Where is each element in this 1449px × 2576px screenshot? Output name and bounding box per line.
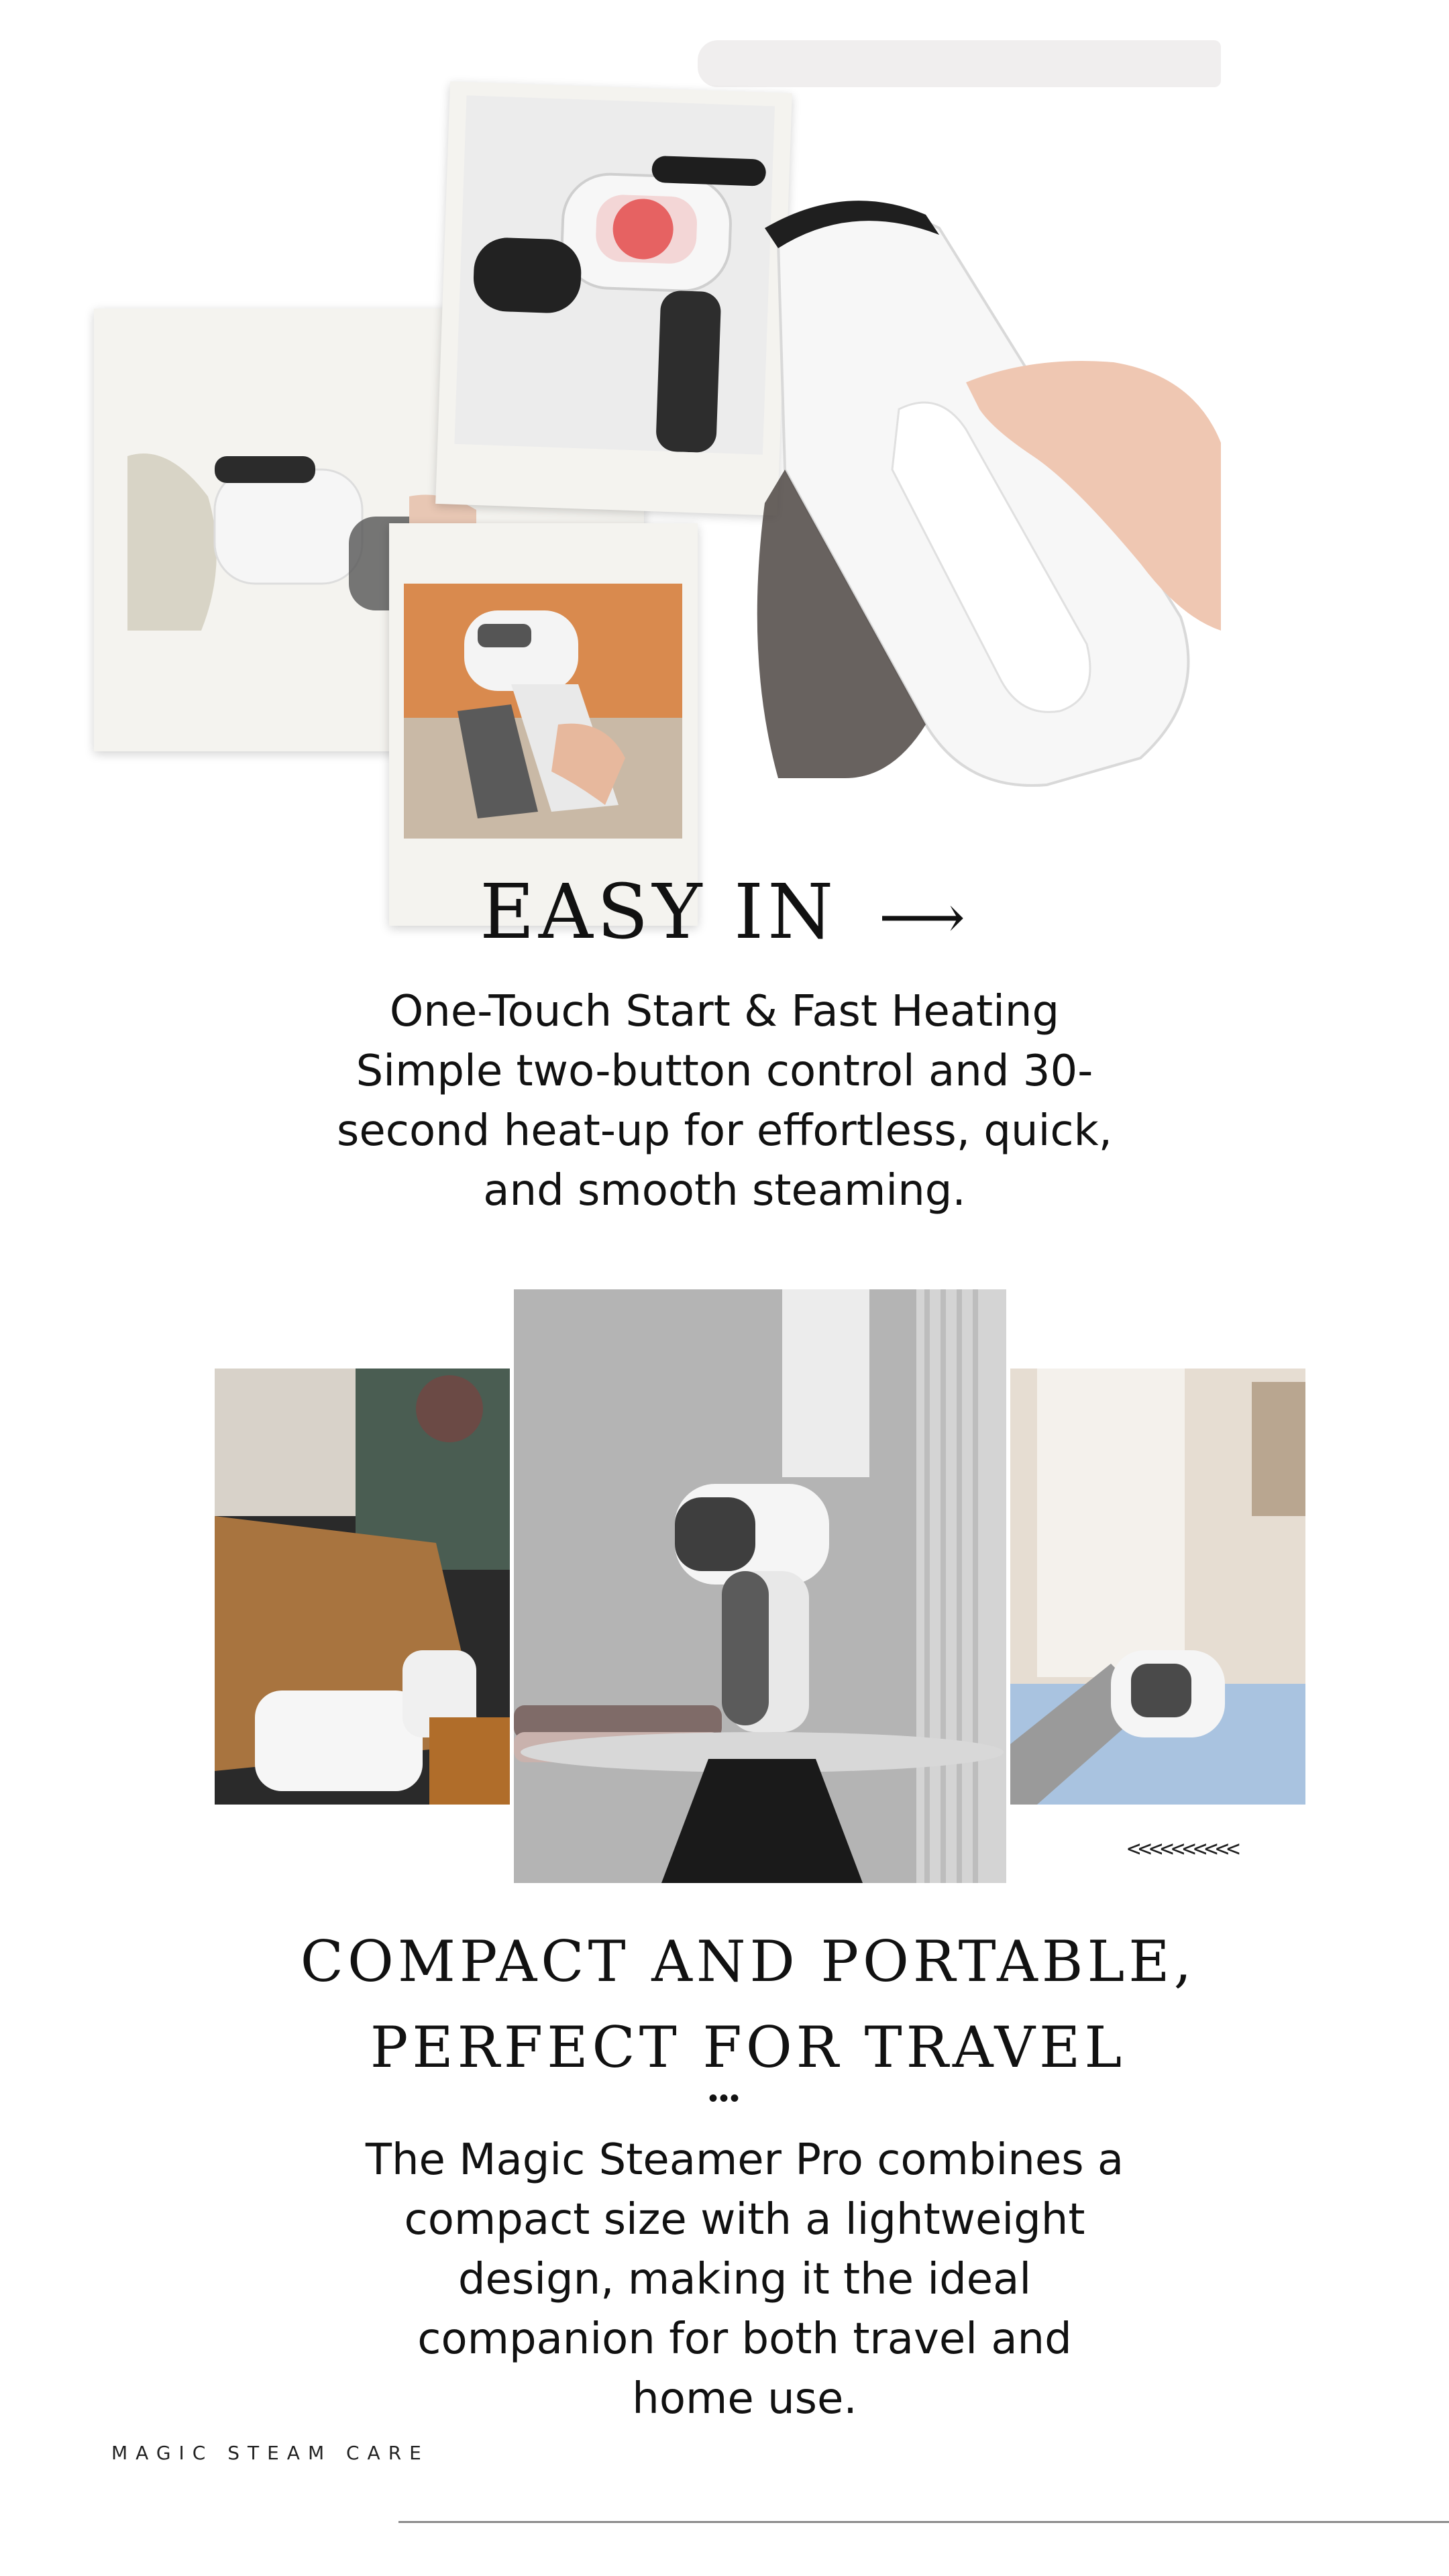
hand-holding-steamer-image [404, 584, 682, 839]
easy-in-subtitle: One-Touch Start & Fast Heating [389, 987, 1060, 1036]
decorative-chevrons: <<<<<<<<<< [1127, 1835, 1238, 1862]
compact-description: The Magic Steamer Pro combines a compact size with a lightweight design, making it the ideal companion for both travel and home use. [365, 2135, 1124, 2424]
arrow-right-icon: ⟶ [878, 882, 969, 953]
suitcase-photo [215, 1368, 510, 1805]
easy-in-title: EASY IN [480, 869, 838, 956]
footer-brand: MAGIC STEAM CARE [111, 2442, 429, 2464]
compact-title-line1: COMPACT AND PORTABLE, [300, 1929, 1196, 1994]
compact-title-line2: PERFECT FOR TRAVEL [370, 2015, 1126, 2080]
steamer-on-shirt-photo [1010, 1368, 1305, 1805]
large-steamer-in-hand-image [724, 188, 1234, 805]
footer-divider [398, 2521, 1449, 2523]
steam-paper-strip [698, 40, 1221, 87]
easy-in-heading [0, 865, 1449, 965]
easy-in-description [322, 982, 1127, 1221]
easy-in-body: Simple two-button control and 30-second heat-up for effortless, quick, and smooth steaming. [337, 1046, 1112, 1216]
steamer-on-table-photo [514, 1289, 1006, 1883]
dots-separator: ••• [708, 2084, 741, 2113]
compact-heading [0, 1919, 1449, 2090]
